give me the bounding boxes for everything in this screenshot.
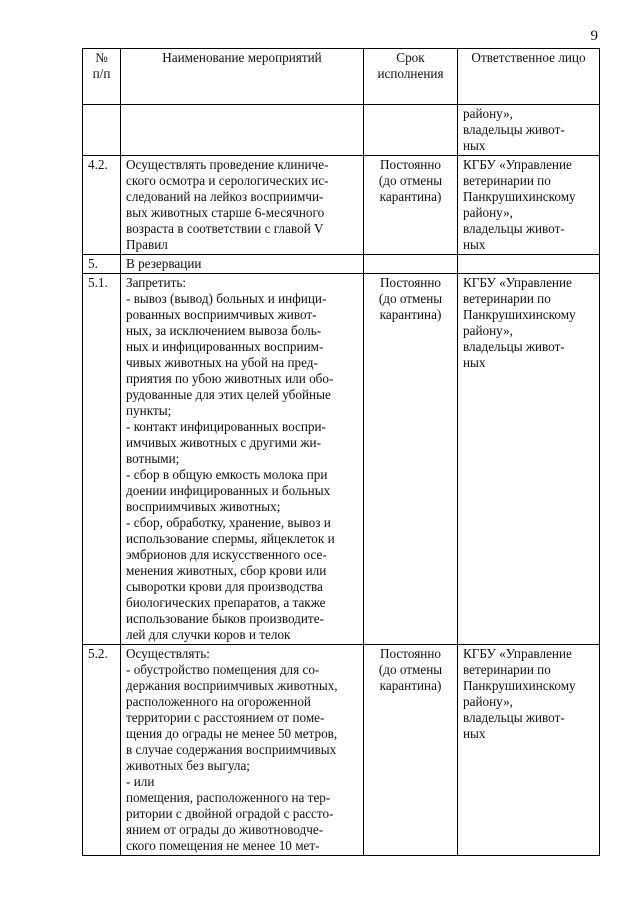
row-term: [364, 255, 458, 274]
row-responsible: КГБУ «Управление ветеринарии по Панкрушихинскому району», владельцы живот- ных: [458, 156, 600, 255]
table-row: [83, 255, 600, 274]
table-row: [83, 645, 600, 856]
row-responsible: КГБУ «Управление ветеринарии по Панкрушихинскому району», владельцы живот- ных: [458, 274, 600, 645]
section-title: В резервации: [121, 255, 364, 274]
row-responsible: району», владельцы живот- ных: [458, 105, 600, 156]
table-row: [83, 105, 600, 156]
row-name: Запретить: - вывоз (вывод) больных и инфици- рованных восприимчивых живот- ных, за исключением вывоза боль- ных и инфицированных восприим- чивых животных на убой на пред- приятия по убою животных или обо- рудованные для этих целей убойные пункты; - контакт инфицированных воспри- имчивых животных с другими жи- вотными; - сбор в общую емкость молока при доении инфицированных и больных восприимчивых животных; - сбор, обработку, хранение, вывоз и использование спермы, яйцеклеток и эмбрионов для искусственного осе- менения животных, сбор крови или сыворотки крови для производства биологических препаратов, а также использование быков производите- лей для случки коров и телок: [121, 274, 364, 645]
header-term: Срок исполнения: [364, 49, 458, 105]
row-term: [364, 105, 458, 156]
row-name: Осуществлять проведение клиниче- ского осмотра и серологических ис- следований на лейкоз восприимчи- вых животных старше 6-месячного возраста в соответствии с главой V Правил: [121, 156, 364, 255]
row-responsible: [458, 255, 600, 274]
row-number: 5.1.: [83, 274, 121, 645]
table-header-row: [83, 49, 600, 105]
row-number: [83, 105, 121, 156]
table-row: [83, 274, 600, 645]
page-number: 9: [590, 28, 598, 44]
row-responsible: КГБУ «Управление ветеринарии по Панкрушихинскому району», владельцы живот- ных: [458, 645, 600, 856]
row-number: 4.2.: [83, 156, 121, 255]
row-name: [121, 105, 364, 156]
header-responsible: Ответственное лицо: [458, 49, 600, 105]
row-term: Постоянно (до отмены карантина): [364, 274, 458, 645]
row-number: 5.2.: [83, 645, 121, 856]
header-number: № п/п: [83, 49, 121, 105]
row-number: 5.: [83, 255, 121, 274]
header-name: Наименование мероприятий: [121, 49, 364, 105]
row-term: Постоянно (до отмены карантина): [364, 645, 458, 856]
table-row: [83, 156, 600, 255]
measures-table: [82, 48, 600, 856]
row-term: Постоянно (до отмены карантина): [364, 156, 458, 255]
row-name: Осуществлять: - обустройство помещения для со- держания восприимчивых животных, расположенного на огороженной территории с расстоянием от поме- щения до ограды не менее 50 метров, в случае содержания восприимчивых животных без выгула; - или помещения, расположенного на тер- ритории с двойной оградой с рассто- янием от ограды до животноводче- ского помещения не менее 10 мет-: [121, 645, 364, 856]
